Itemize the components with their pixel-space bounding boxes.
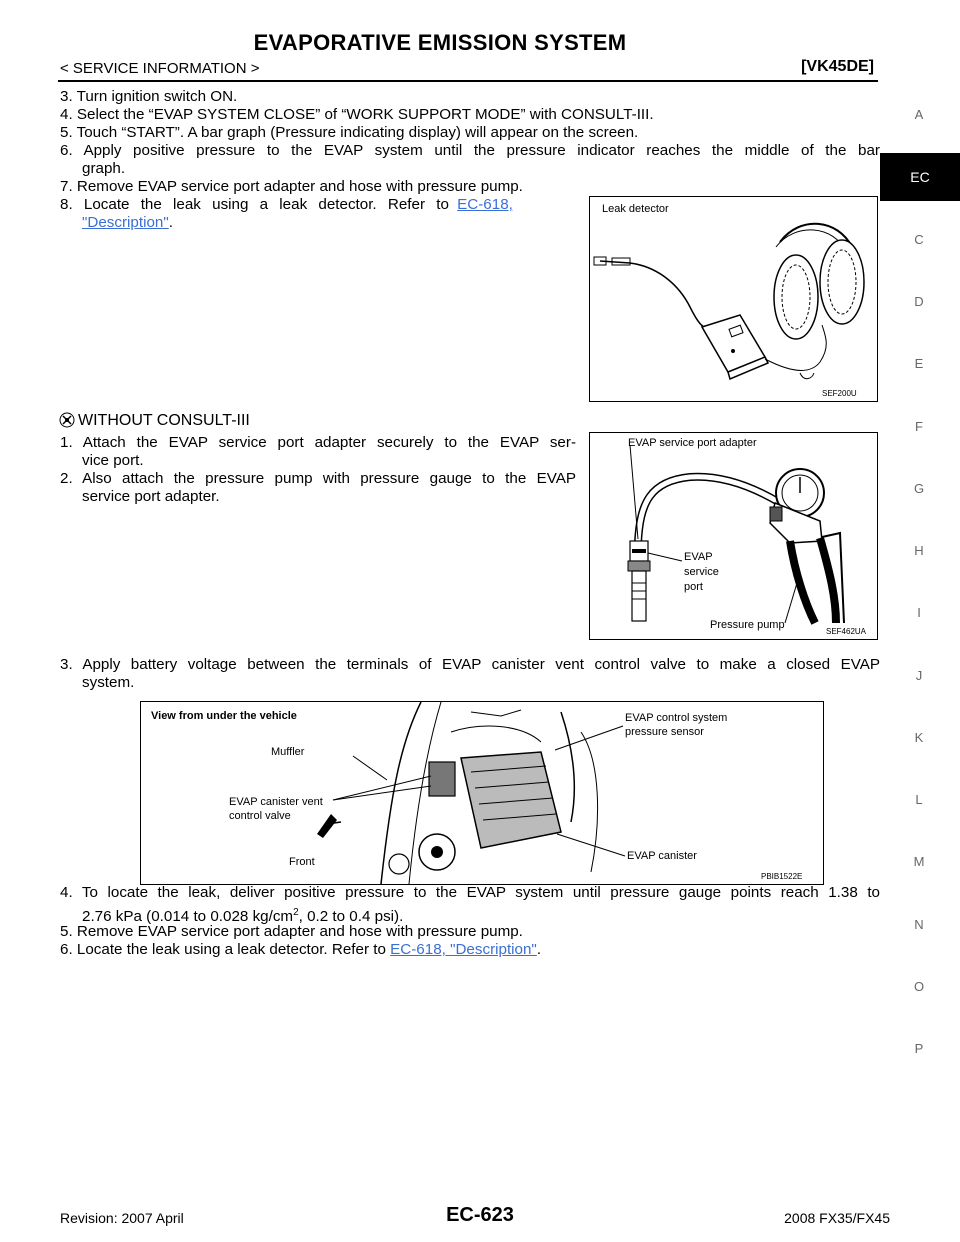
side-tab-o[interactable]: O (913, 979, 925, 994)
evap-port-label-2: service (684, 566, 719, 578)
side-tab-g[interactable]: G (913, 481, 925, 496)
revision-label: Revision: 2007 April (60, 1210, 184, 1226)
step-locate-leak (60, 941, 541, 959)
evap-port-label-1: EVAP (684, 551, 713, 563)
step-8-cont (82, 214, 173, 232)
side-tab-n[interactable]: N (914, 917, 924, 932)
header-rule (58, 80, 878, 82)
under-vehicle-drawing (141, 702, 823, 884)
side-tab-a[interactable]: A (914, 107, 924, 122)
step-6: 6. Apply positive pressure to the EVAP system until the pressure indicator reaches the middle of the bar (60, 142, 880, 159)
side-tab-f[interactable]: F (915, 419, 923, 434)
pressure-pump-figure (589, 432, 878, 640)
side-tab-ec[interactable]: EC (880, 153, 960, 201)
under-vehicle-figure (140, 701, 824, 885)
pressure-range-tail: , 0.2 to 0.4 psi). (298, 908, 404, 926)
pressure-pump-label: Pressure pump (710, 619, 785, 631)
side-tab-m[interactable]: M (913, 854, 925, 869)
without-step-1: 1. Attach the EVAP service port adapter securely to the EVAP ser- (60, 434, 576, 451)
pressure-range-text: 2.76 kPa (0.014 to 0.028 kg/cm (82, 908, 294, 926)
view-label: View from under the vehicle (151, 710, 297, 722)
side-tab-i[interactable]: I (917, 605, 921, 620)
step-3: 3. Turn ignition switch ON. (60, 88, 238, 105)
vent-valve-label-1: EVAP canister vent (229, 796, 323, 808)
side-tab-j[interactable]: J (915, 668, 923, 683)
step-7: 7. Remove EVAP service port adapter and hose with pressure pump. (60, 178, 523, 195)
side-tab-k[interactable]: K (914, 730, 924, 745)
vent-valve-label-2: control valve (229, 810, 291, 822)
muffler-label: Muffler (271, 746, 305, 758)
pressure-step-4: 4. To locate the leak, deliver positive pressure to the EVAP system until pressure gauge points reach 1.38 to (60, 884, 880, 901)
step-8-text: 8. Locate the leak using a leak detector. Refer to (60, 196, 449, 213)
ec-618-description-link[interactable]: EC-618, "Description" (390, 941, 537, 958)
figure-code-pbib1522e: PBIB1522E (761, 872, 803, 881)
leak-detector-label: Leak detector (602, 203, 669, 215)
pressure-pump-drawing (590, 433, 877, 639)
section-label: < SERVICE INFORMATION > (60, 60, 260, 77)
without-step-2-cont: service port adapter. (82, 488, 220, 505)
battery-step-3: 3. Apply battery voltage between the terminals of EVAP canister vent control valve to make a closed EVAP (60, 656, 880, 673)
step-8-period: . (168, 214, 173, 231)
step-locate-leak-text: 6. Locate the leak using a leak detector. Refer to (60, 941, 386, 958)
step-6-cont: graph. (82, 160, 126, 177)
leak-detector-drawing (590, 197, 877, 401)
engine-label: [VK45DE] (801, 58, 874, 75)
without-step-2: 2. Also attach the pressure pump with pressure gauge to the EVAP (60, 470, 576, 487)
without-consult-heading: WITHOUT CONSULT-III (78, 412, 250, 429)
side-tab-l[interactable]: L (915, 792, 923, 807)
step-remove-adapter: 5. Remove EVAP service port adapter and hose with pressure pump. (60, 923, 523, 940)
side-tab-c[interactable]: C (914, 232, 924, 247)
pressure-unit-sup: 2 (293, 907, 299, 918)
ec-618-link[interactable]: EC-618, (457, 196, 513, 213)
step-5: 5. Touch “START”. A bar graph (Pressure indicating display) will appear on the screen. (60, 124, 639, 141)
side-tab-h[interactable]: H (914, 543, 924, 558)
pressure-sensor-label-2: pressure sensor (625, 726, 704, 738)
service-port-adapter-label: EVAP service port adapter (628, 437, 757, 449)
description-link[interactable]: "Description" (82, 214, 169, 231)
side-tab-e[interactable]: E (914, 356, 924, 371)
evap-port-label-3: port (684, 581, 703, 593)
step-4: 4. Select the “EVAP SYSTEM CLOSE” of “WORK SUPPORT MODE” with CONSULT-III. (60, 106, 654, 123)
leak-detector-figure (589, 196, 878, 402)
without-step-1-cont: vice port. (82, 452, 144, 469)
side-tab-d[interactable]: D (914, 294, 924, 309)
front-label: Front (289, 856, 315, 868)
page-title: EVAPORATIVE EMISSION SYSTEM (253, 30, 627, 55)
canister-label: EVAP canister (627, 850, 697, 862)
wrench-icon (58, 412, 76, 428)
figure-code-sef200u: SEF200U (822, 389, 857, 398)
step-8 (60, 196, 580, 214)
pressure-sensor-label-1: EVAP control system (625, 712, 728, 724)
step-locate-leak-period: . (536, 941, 542, 958)
page-number: EC-623 (446, 1204, 514, 1226)
side-tab-p[interactable]: P (914, 1041, 924, 1056)
figure-code-sef462ua: SEF462UA (826, 627, 867, 636)
battery-step-3-cont: system. (82, 674, 135, 691)
model-label: 2008 FX35/FX45 (784, 1210, 890, 1226)
